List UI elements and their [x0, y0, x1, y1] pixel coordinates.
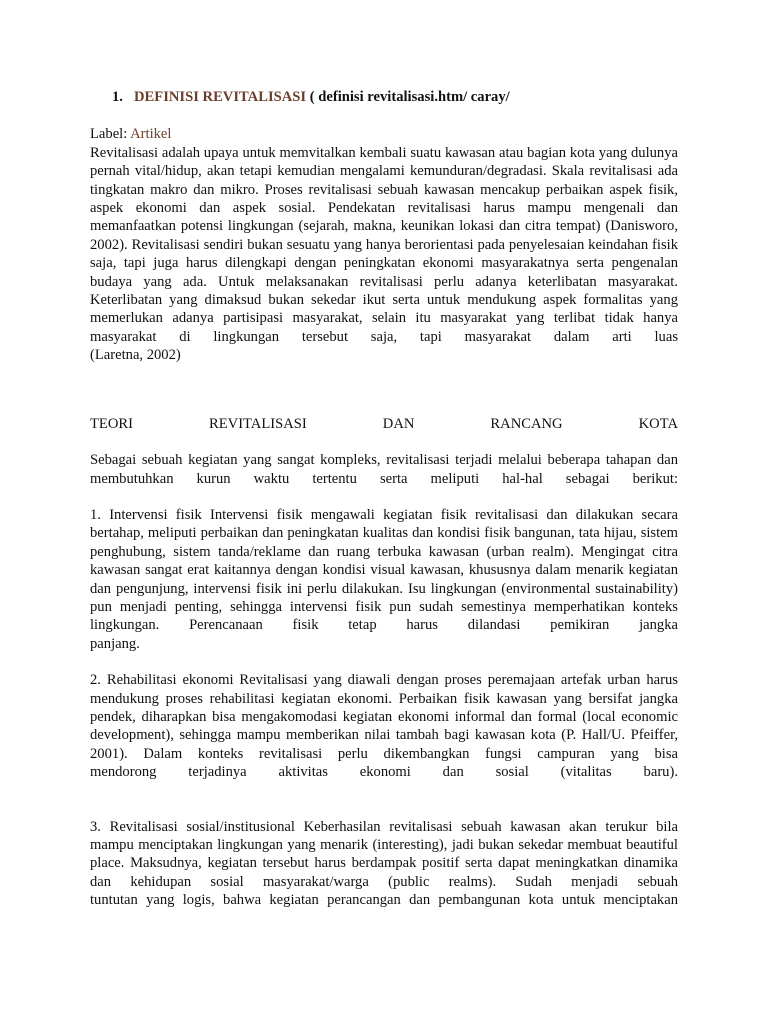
heading-title: DEFINISI REVITALISASI — [134, 89, 307, 105]
point-2-paragraph: 2. Rehabilitasi ekonomi Revitalisasi yang diawali dengan proses peremajaan artefak urban harus mendukung proses rehabilitasi kegiatan ekonomi. Perbaikan fisik kawasan yang bersifat jangka pendek, diharapkan bisa mengakomodasi kegiatan ekonomi informal dan formal (local economic development), sehingga mampu memberikan nilai tambah bagi kawasan kota (P. Hall/U. Pfeiffer, 2001). Dalam konteks revitalisasi perlu dikembangkan fungsi campuran yang bisa — [90, 672, 678, 762]
heading-number: 1. — [112, 89, 123, 105]
intro-paragraph: Revitalisasi adalah upaya untuk memvitalkan kembali suatu kawasan atau bagian kota yang dulunya pernah vital/hidup, akan tetapi kemudian mengalami kemunduran/degradasi. Skala revitalisasi ada tingkatan makro dan mikro. Proses revitalisasi sebuah kawasan mencakup perbaikan aspek fisik, aspek ekonomi dan aspek sosial. Pendekatan revitalisasi harus mampu mengenali dan memanfaatkan potensi lingkungan (sejarah, makna, keunikan lokasi dan citra tempat) (Danisworo, 2002). Revitalisasi sendiri bukan sesuatu yang hanya berorientasi pada penyelesaian keindahan fisik saja, tapi juga harus dilengkapi dengan peningkatan ekonomi masyarakatnya serta pengenalan budaya yang ada. Untuk melaksanakan revitalisasi perlu adanya keterlibatan masyarakat. Keterlibatan yang dimaksud bukan sekedar ikut serta untuk mendukung aspek formalitas yang memerlukan adanya partisipasi masyarakat, selain itu masyarakat yang terlibat tidak hanya masyarakat di lingkungan tersebut saja, tapi masyarakat dalam arti luas — [90, 144, 678, 345]
label-line — [90, 125, 678, 143]
section-heading — [112, 88, 678, 106]
point-2-tail: mendorong terjadinya aktivitas ekonomi dan sosial (vitalitas baru). — [90, 764, 678, 781]
heading-reference: ( definisi revitalisasi.htm/ caray/ — [306, 89, 510, 105]
point-1-paragraph: 1. Intervensi fisik Intervensi fisik mengawali kegiatan fisik revitalisasi dan dilakukan secara bertahap, meliputi perbaikan dan peningkatan kualitas dan kondisi fisik bangunan, tata hijau, sistem penghubung, sistem tanda/reklame dan ruang terbuka kawasan (urban realm). Mengingat citra kawasan sangat erat kaitannya dengan kondisi visual kawasan, khususnya dalam menarik kegiatan dan pengunjung, intervensi fisik ini perlu dilakukan. Isu lingkungan (environmental sustainability) pun menjadi penting, sehingga intervensi fisik pun sudah semestinya memperhatikan konteks lingkungan. Perencanaan fisik tetap harus dilandasi pemikiran jangka — [90, 506, 678, 634]
intro-paragraph-tail: (Laretna, 2002) — [90, 347, 181, 364]
label-prefix: Label: — [90, 126, 131, 143]
point-3-tail: tuntutan yang logis, bahwa kegiatan perancangan dan pembangunan kota untuk menciptakan — [90, 892, 678, 909]
point-3-paragraph: 3. Revitalisasi sosial/institusional Keberhasilan revitalisasi sebuah kawasan akan terukur bila mampu menciptakan lingkungan yang menarik (interesting), jadi bukan sekedar membuat beautiful place. Maksudnya, kegiatan tersebut harus berdampak positif serta dapat meningkatkan dinamika dan kehidupan sosial masyarakat/warga (public realms). Sudah menjadi sebuah — [90, 818, 678, 890]
section-intro-tail: membutuhkan kurun waktu tertentu serta meliputi hal-hal sebagai berikut: — [90, 470, 678, 487]
label-link-artikel[interactable]: Artikel — [130, 126, 172, 143]
section-title: TEORI REVITALISASI DAN RANCANG KOTA — [90, 415, 678, 432]
point-1-tail: panjang. — [90, 635, 140, 652]
section-intro: Sebagai sebuah kegiatan yang sangat kompleks, revitalisasi terjadi melalui beberapa tahapan dan — [90, 452, 678, 469]
